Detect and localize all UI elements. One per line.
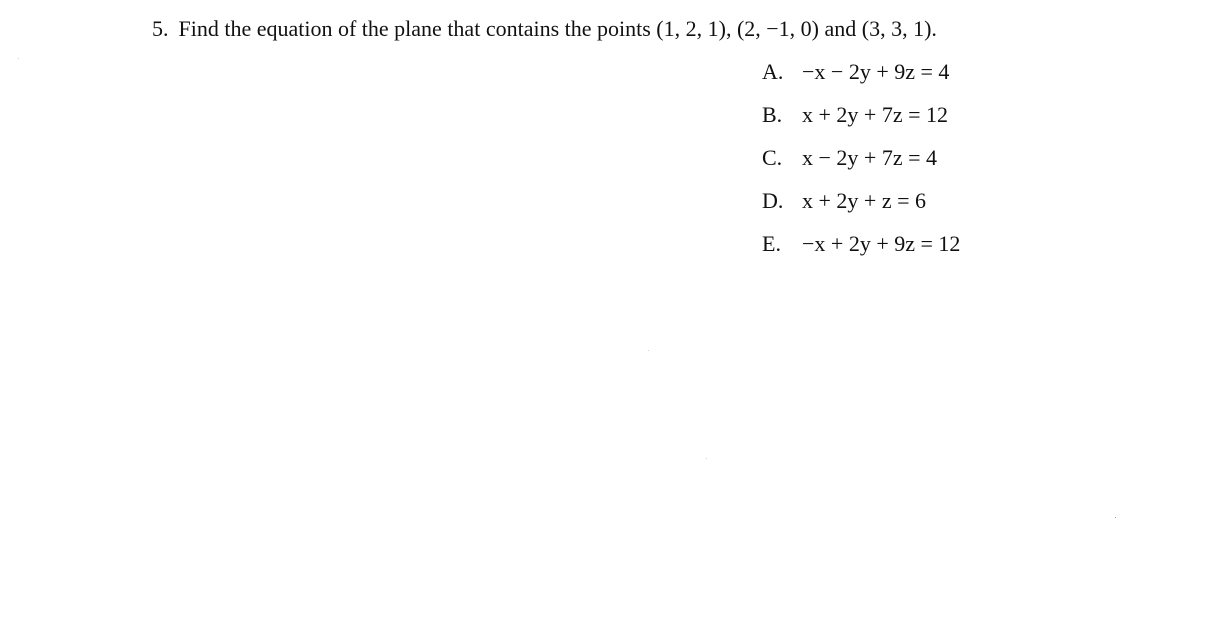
scan-speck <box>18 58 19 59</box>
scan-speck <box>706 458 707 459</box>
choice-letter: D. <box>762 188 784 213</box>
choice-letter: C. <box>762 145 783 170</box>
choice-equation: x − 2y + 7z = 4 <box>802 145 937 170</box>
choice-c <box>762 143 960 186</box>
question-text: Find the equation of the plane that contains the points (1, 2, 1), (2, −1, 0) and (3, 3, 1). <box>178 16 937 41</box>
question-number: 5. <box>152 16 169 41</box>
choice-a <box>762 57 960 100</box>
choice-letter: A. <box>762 59 784 84</box>
choice-b <box>762 100 960 143</box>
scan-speck <box>1115 517 1116 518</box>
choice-equation: x + 2y + 7z = 12 <box>802 102 948 127</box>
choice-equation: x + 2y + z = 6 <box>802 188 926 213</box>
scan-speck <box>648 350 649 351</box>
choice-letter: B. <box>762 102 783 127</box>
question-stem <box>152 14 937 44</box>
choice-equation: −x − 2y + 9z = 4 <box>802 59 950 84</box>
choice-equation: −x + 2y + 9z = 12 <box>802 231 961 256</box>
answer-choices <box>762 57 960 272</box>
choice-d <box>762 186 960 229</box>
choice-e <box>762 229 960 272</box>
choice-letter: E. <box>762 231 781 256</box>
